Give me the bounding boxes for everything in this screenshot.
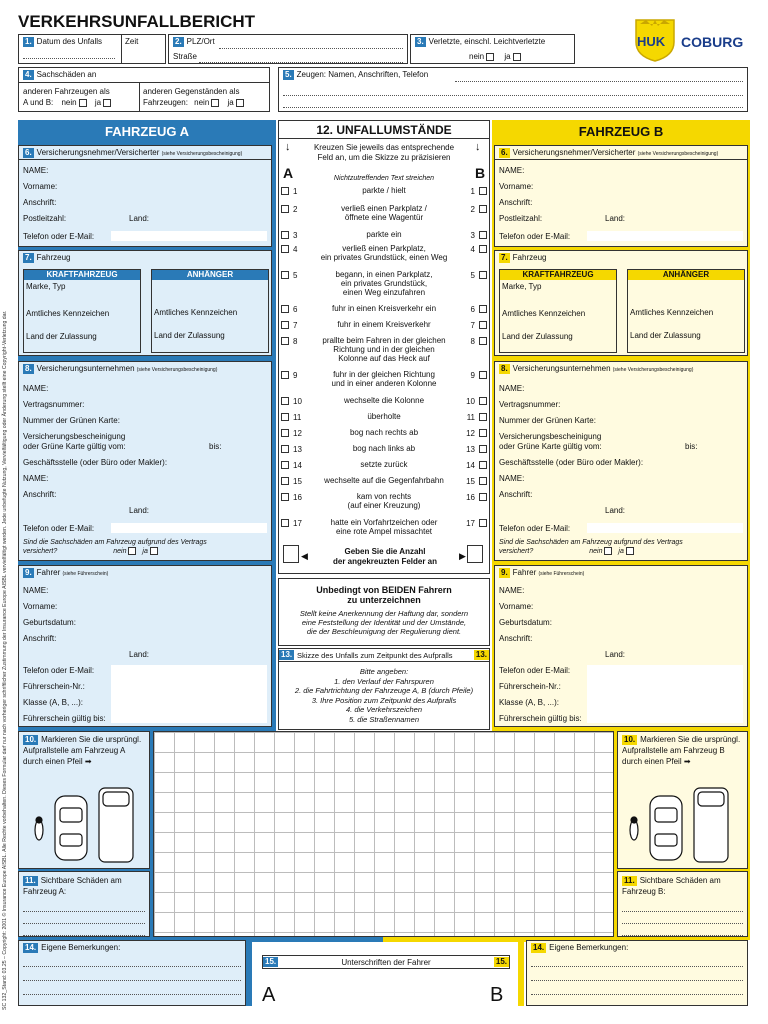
circumstance-number-a: 2 <box>293 205 298 214</box>
circumstance-number-b: 15 <box>466 477 475 486</box>
field-5-zeugen[interactable]: 5. Zeugen: Namen, Anschriften, Telefon <box>278 67 748 112</box>
circumstance-number-b: 3 <box>470 231 475 240</box>
circumstance-number-b: 8 <box>470 337 475 346</box>
circumstance-text: begann, in einen Parkplatz, ein privates Grundstück, einen Weg einzufahren <box>335 270 433 297</box>
versichert-b-nein-checkbox[interactable] <box>604 547 612 555</box>
circumstance-number-a: 14 <box>293 461 302 470</box>
circumstance-number-b: 16 <box>466 493 475 502</box>
circumstance-number-a: 9 <box>293 371 298 380</box>
arrow-left-icon: ◀ <box>301 551 308 561</box>
vehicle-impact-diagram-a <box>33 786 145 866</box>
section-14-a-border <box>246 940 252 1006</box>
circumstance-number-b: 10 <box>466 397 475 406</box>
circumstance-number-b: 2 <box>470 205 475 214</box>
circumstance-16 <box>279 491 489 517</box>
circumstance-number-a: 13 <box>293 445 302 454</box>
sach-fz-nein-checkbox[interactable] <box>79 99 87 107</box>
section-11-a[interactable]: 11. Sichtbare Schäden am Fahrzeug A: <box>18 871 150 937</box>
circumstance-number-a: 11 <box>293 413 302 422</box>
circumstance-number-b: 1 <box>470 187 475 196</box>
circumstance-11 <box>279 411 489 427</box>
circumstance-number-a: 1 <box>293 187 298 196</box>
circumstance-number-a: 6 <box>293 305 298 314</box>
circumstance-number-a: 16 <box>293 493 302 502</box>
section-14-b-border <box>518 940 524 1006</box>
circumstance-number-a: 17 <box>293 519 302 528</box>
circumstance-2 <box>279 203 489 229</box>
circumstance-text: fuhr in der gleichen Richtung und in einer anderen Kolonne <box>331 370 437 388</box>
circumstance-16-a-checkbox[interactable] <box>281 493 289 501</box>
circumstance-8-b-checkbox[interactable] <box>479 337 487 345</box>
circumstance-6-b-checkbox[interactable] <box>479 305 487 313</box>
circumstance-5 <box>279 269 489 303</box>
section-10-b[interactable]: 10. Markieren Sie die ursprüngl. Aufprallstelle am Fahrzeug B durch einen Pfeil ➡ <box>617 731 748 869</box>
circumstance-13-b-checkbox[interactable] <box>479 445 487 453</box>
car-b-icon <box>650 796 682 860</box>
signature-b-label: B <box>490 984 504 1006</box>
circumstance-7-a-checkbox[interactable] <box>281 321 289 329</box>
circumstance-number-b: 13 <box>466 445 475 454</box>
copyright-sidebar: SC 132_Stand: 03.25 – Copyright: 2001 © Insurance Europe AISBL. Alle Rechte vorbehalten. Dieses Formular darf nur nach vorheriger schriftlicher Zustimmung der Insurance Europe AISBL vervielfältigt werden. Jede unbefugte Nutzung, Vervielfältigung oder Änderung stellt eine Copyright-Verletzung dar. <box>2 310 8 1010</box>
circumstance-text: parkte ein <box>366 230 402 239</box>
sach-geg-ja-checkbox[interactable] <box>236 99 244 107</box>
circumstance-14-a-checkbox[interactable] <box>281 461 289 469</box>
circumstance-17 <box>279 517 489 539</box>
circumstance-12 <box>279 427 489 443</box>
circumstance-number-a: 4 <box>293 245 298 254</box>
field-2-ort[interactable]: 2. PLZ/Ort Straße <box>168 34 408 64</box>
circumstance-number-b: 4 <box>470 245 475 254</box>
circumstance-14-b-checkbox[interactable] <box>479 461 487 469</box>
circumstance-4-a-checkbox[interactable] <box>281 245 289 253</box>
circumstance-15-b-checkbox[interactable] <box>479 477 487 485</box>
section-7-b[interactable]: 7. Fahrzeug KRAFTFAHRZEUG Marke, Typ Amtliches Kennzeichen Land der Zulassung ANHÄNGER Amtliches Kennzeichen Land der Zulassung <box>494 250 748 356</box>
circumstance-number-b: 7 <box>470 321 475 330</box>
versichert-a-ja-checkbox[interactable] <box>150 547 158 555</box>
circumstance-text: überholte <box>367 412 401 421</box>
section-8-a[interactable]: 8. Versicherungsunternehmen (siehe Versicherungsbescheinigung) NAME: Vertragsnummer: Nummer der Grünen Karte: Versicherungsbescheinigung oder Grüne Karte gültig vom: bis: Geschäftsstelle (oder Büro oder Makler): NAME: Anschrift: Land: Telefon oder E-Mail: Sind die Sachschäden am Fahrzeug aufgrund des Vertrags versichert? nein ja <box>18 361 272 561</box>
circumstance-1-a-checkbox[interactable] <box>281 187 289 195</box>
circumstance-6 <box>279 303 489 319</box>
circumstance-8-a-checkbox[interactable] <box>281 337 289 345</box>
section-9-b[interactable]: 9. Fahrer (siehe Führerschein) NAME: Vorname: Geburtsdatum: Anschrift: Land: Telefon oder E-Mail: Führerschein-Nr.: Klasse (A, B, ...): Führerschein gültig bis: <box>494 565 748 727</box>
section-7-a[interactable]: 7. Fahrzeug KRAFTFAHRZEUG Marke, Typ Amtliches Kennzeichen Land der Zulassung ANHÄNGER Amtliches Kennzeichen Land der Zulassung <box>18 250 272 356</box>
circumstance-5-a-checkbox[interactable] <box>281 271 289 279</box>
circumstance-2-a-checkbox[interactable] <box>281 205 289 213</box>
section-9-a[interactable]: 9. Fahrer (siehe Führerschein) NAME: Vorname: Geburtsdatum: Anschrift: Land: Telefon oder E-Mail: Führerschein-Nr.: Klasse (A, B, ...): Führerschein gültig bis: <box>18 565 272 727</box>
section-14-a[interactable]: 14. Eigene Bemerkungen: <box>18 940 246 1006</box>
circumstance-12-a-checkbox[interactable] <box>281 429 289 437</box>
section-15-signatures[interactable]: 15. Unterschriften der Fahrer 15. <box>262 955 510 969</box>
circumstance-13 <box>279 443 489 459</box>
circumstance-text: fuhr in einem Kreisverkehr <box>337 320 431 329</box>
circumstance-2-b-checkbox[interactable] <box>479 205 487 213</box>
circumstance-number-b: 12 <box>466 429 475 438</box>
circumstance-text: setzte zurück <box>360 460 408 469</box>
versichert-b-ja-checkbox[interactable] <box>626 547 634 555</box>
circumstance-text: bog nach links ab <box>352 444 416 453</box>
count-a-box[interactable] <box>283 545 299 563</box>
circumstance-11-a-checkbox[interactable] <box>281 413 289 421</box>
versichert-a-nein-checkbox[interactable] <box>128 547 136 555</box>
vehicle-a-header: FAHRZEUG A <box>104 124 190 139</box>
page-title: VERKEHRSUNFALLBERICHT <box>18 12 256 31</box>
circumstance-text: wechselte die Kolonne <box>343 396 425 405</box>
section-8-b[interactable]: 8. Versicherungsunternehmen (siehe Versicherungsbescheinigung) NAME: Vertragsnummer: Nummer der Grünen Karte: Versicherungsbescheinigung oder Grüne Karte gültig vom: bis: Geschäftsstelle (oder Büro oder Makler): NAME: Anschrift: Land: Telefon oder E-Mail: Sind die Sachschäden am Fahrzeug aufgrund des Vertrags versichert? nein ja <box>494 361 748 561</box>
brand-name: COBURG <box>681 34 744 50</box>
brand-logo <box>634 18 754 62</box>
circumstance-4 <box>279 243 489 269</box>
circumstance-10 <box>279 395 489 411</box>
count-b-box[interactable] <box>467 545 483 563</box>
down-arrow-b-icon: ↓ <box>475 141 481 153</box>
circumstance-text: wechselte auf die Gegenfahrbahn <box>324 476 444 485</box>
circumstance-number-b: 11 <box>466 413 475 422</box>
field-4-sachschaeden[interactable]: 4. Sachschäden an anderen Fahrzeugen als A und B: nein ja anderen Gegenständen als Fahrzeugen: nein ja <box>18 67 270 112</box>
brand-badge: HUK <box>637 34 666 49</box>
sach-geg-nein-checkbox[interactable] <box>211 99 219 107</box>
circumstance-text: fuhr in einen Kreisverkehr ein <box>331 304 437 313</box>
vehicle-b-header: FAHRZEUG B <box>578 124 664 139</box>
section-6-b[interactable]: 6. Versicherungsnehmer/Versicherter (siehe Versicherungsbescheinigung) NAME: Vorname: Anschrift: Postleitzahl: Land: Telefon oder E-Mail: <box>494 145 748 247</box>
verletzte-nein-checkbox[interactable] <box>486 53 494 61</box>
circumstance-7 <box>279 319 489 335</box>
circumstance-17-b-checkbox[interactable] <box>479 519 487 527</box>
car-a-icon <box>55 796 87 860</box>
arrow-right-count-icon: ▶ <box>459 551 466 561</box>
circumstance-6-a-checkbox[interactable] <box>281 305 289 313</box>
circumstance-1-b-checkbox[interactable] <box>479 187 487 195</box>
circumstance-12-b-checkbox[interactable] <box>479 429 487 437</box>
circumstance-text: verließ einen Parkplatz / öffnete eine Wagentür <box>341 204 427 222</box>
circumstance-number-a: 3 <box>293 231 298 240</box>
circumstance-text: hatte ein Vorfahrtzeichen oder eine rote Ampel missachtet <box>330 518 438 536</box>
circumstance-3 <box>279 229 489 243</box>
circumstance-16-b-checkbox[interactable] <box>479 493 487 501</box>
circumstance-9-b-checkbox[interactable] <box>479 371 487 379</box>
field-1-datum[interactable]: 1. Datum des Unfalls Zeit <box>18 34 166 64</box>
vehicle-impact-diagram-b <box>628 786 740 866</box>
section-13-sketch-header: 13. Skizze des Unfalls zum Zeitpunkt des Aufpralls 13. Bitte angeben: 1. den Verlauf der Fahrspuren 2. die Fahrtrichtung der Fahrzeuge A, B (durch Pfeile) 3. Ihre Position zum Zeitpunkt des Aufpralls 4. die Verkehrszeichen 5. die Straßennamen <box>278 648 490 730</box>
circumstance-number-b: 14 <box>466 461 475 470</box>
circumstance-text: verließ einen Parkplatz, ein privates Grundstück, einen Weg <box>320 244 448 262</box>
circumstance-number-a: 12 <box>293 429 302 438</box>
circumstance-9 <box>279 369 489 395</box>
signature-note: Unbedingt von BEIDEN Fahrern zu unterzeichnen Stellt keine Anerkennung der Haftung dar, sondern eine Feststellung der Identität und der Umstände, die der Beschleunigung der Regulierung dient. <box>278 578 490 646</box>
signature-a-label: A <box>262 984 276 1006</box>
circumstance-10-b-checkbox[interactable] <box>479 397 487 405</box>
section-11-b[interactable]: 11. Sichtbare Schäden am Fahrzeug B: <box>617 871 748 937</box>
circumstance-13-a-checkbox[interactable] <box>281 445 289 453</box>
section-14-b[interactable]: 14. Eigene Bemerkungen: <box>526 940 748 1006</box>
circumstance-text: kam von rechts (auf einer Kreuzung) <box>347 492 421 510</box>
circumstance-9-a-checkbox[interactable] <box>281 371 289 379</box>
circumstance-number-b: 5 <box>470 271 475 280</box>
circumstance-4-b-checkbox[interactable] <box>479 245 487 253</box>
circumstance-number-b: 17 <box>466 519 475 528</box>
circumstance-5-b-checkbox[interactable] <box>479 271 487 279</box>
circumstance-number-a: 7 <box>293 321 298 330</box>
circumstance-text: prallte beim Fahren in der gleichen Richtung und in der gleichen Kolonne auf das Heck auf <box>322 336 446 363</box>
circumstance-8 <box>279 335 489 369</box>
circumstance-number-a: 5 <box>293 271 298 280</box>
circumstance-3-b-checkbox[interactable] <box>479 231 487 239</box>
circumstance-3-a-checkbox[interactable] <box>281 231 289 239</box>
circumstance-number-a: 10 <box>293 397 302 406</box>
circumstance-15 <box>279 475 489 491</box>
sach-fz-ja-checkbox[interactable] <box>103 99 111 107</box>
section-10-a[interactable]: 10. Markieren Sie die ursprüngl. Aufprallstelle am Fahrzeug A durch einen Pfeil ➡ <box>18 731 150 869</box>
circumstance-14 <box>279 459 489 475</box>
circumstance-text: parkte / hielt <box>362 186 406 195</box>
verletzte-ja-checkbox[interactable] <box>513 53 521 61</box>
arrow-right-icon: ➡ <box>683 757 691 766</box>
circumstance-number-a: 15 <box>293 477 302 486</box>
section-6-a[interactable]: 6. Versicherungsnehmer/Versicherter (siehe Versicherungsbescheinigung) NAME: Vorname: Anschrift: Postleitzahl: Land: Telefon oder E-Mail: <box>18 145 272 247</box>
down-arrow-a-icon: ↓ <box>285 141 291 153</box>
circumstance-text: bog nach rechts ab <box>349 428 419 437</box>
circumstance-number-b: 6 <box>470 305 475 314</box>
section-12-circumstances: 12. UNFALLUMSTÄNDE Kreuzen Sie jeweils das entsprechende Feld an, um die Skizze zu präzisieren ↓ ↓ A B Nichtzutreffenden Text streichen 1 parkte / hielt 1 2 verließ einen Parkplatz / öffnete eine Wagentür 2 3 parkte ein 3 4 verließ einen Parkplatz, ein privates Grundstück, einen Weg 4 5 begann, in einen Parkplatz, ein privates Grundstück, einen Weg einzufahren 5 6 fuhr in einen Kreisverkehr ein 6 7 fuhr in einem Kreisverkehr 7 8 prallte beim Fahren in der gleichen Richtung und in der gleichen Kolonne auf das Heck auf 8 9 fuhr in der gleichen Richtung und in einer anderen Kolonne 9 10 wechselte die Kolonne 10 11 überholte 11 12 bog nach rechts ab 12 13 bog nach links ab 13 14 setzte zurück 14 15 wechselte auf die Gegenfahrbahn 15 16 kam von rechts (auf einer Kreuzung) 16 17 hatte ein Vorfahrtzeichen oder eine rote Ampel missachtet 17 ◀ ▶ Geben Sie die Anzahl der angekreuzten Felder an <box>278 120 490 574</box>
circumstance-number-a: 8 <box>293 337 298 346</box>
circumstance-11-b-checkbox[interactable] <box>479 413 487 421</box>
circumstance-10-a-checkbox[interactable] <box>281 397 289 405</box>
circumstance-15-a-checkbox[interactable] <box>281 477 289 485</box>
arrow-right-icon: ➡ <box>84 757 92 766</box>
circumstance-17-a-checkbox[interactable] <box>281 519 289 527</box>
circumstance-number-b: 9 <box>470 371 475 380</box>
accident-sketch-canvas[interactable] <box>153 731 614 937</box>
circumstance-1 <box>279 185 489 203</box>
field-3-verletzte[interactable]: 3. Verletzte, einschl. Leichtverletzte nein ja <box>410 34 575 64</box>
circumstance-7-b-checkbox[interactable] <box>479 321 487 329</box>
